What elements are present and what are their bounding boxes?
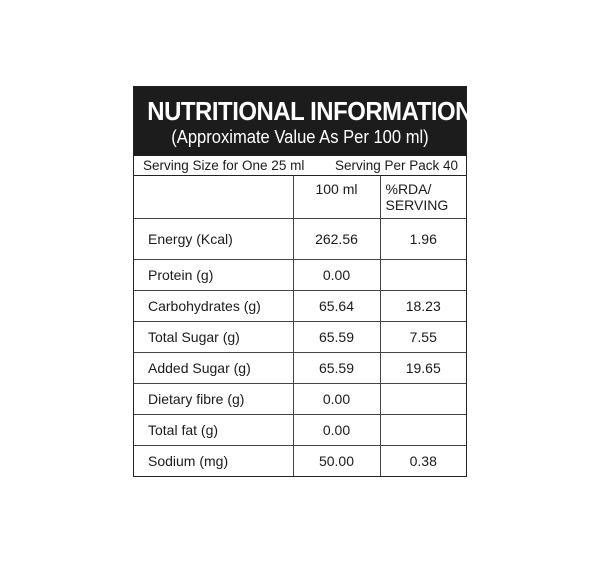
- nutrient-value: 262.56: [293, 218, 380, 259]
- nutrition-label: [133, 86, 472, 477]
- per-100ml-column-header: 100 ml: [293, 176, 380, 218]
- nutrient-rda: 7.55: [380, 321, 466, 352]
- nutrient-name: Dietary fibre (g): [134, 383, 293, 414]
- label-title: NUTRITIONAL INFORMATION: [147, 96, 472, 126]
- table-row: [134, 445, 466, 476]
- nutrient-rda: 19.65: [380, 352, 466, 383]
- label-header: [134, 87, 472, 156]
- table-row: [134, 218, 466, 259]
- nutrition-table: [134, 176, 466, 476]
- table-row: [134, 383, 466, 414]
- rda-column-header: [380, 176, 466, 218]
- nutrient-value: 0.00: [293, 414, 380, 445]
- table-row: [134, 352, 466, 383]
- nutrient-rda: 1.96: [380, 218, 466, 259]
- nutrient-value: 0.00: [293, 383, 380, 414]
- table-row: [134, 259, 466, 290]
- label-subtitle: (Approximate Value As Per 100 ml): [171, 127, 429, 147]
- nutrient-name: Total Sugar (g): [134, 321, 293, 352]
- servings-per-pack: Serving Per Pack 40: [334, 158, 458, 173]
- nutrient-name: Protein (g): [134, 259, 293, 290]
- table-row: [134, 290, 466, 321]
- nutrient-rda: [380, 414, 466, 445]
- rda-header-line1: %RDA/: [385, 181, 432, 197]
- serving-size: Serving Size for One 25 ml: [143, 158, 305, 173]
- table-row: [134, 414, 466, 445]
- table-row: [134, 321, 466, 352]
- rda-header-line2: SERVING: [385, 197, 449, 213]
- nutrient-rda: 18.23: [380, 290, 466, 321]
- table-header-row: [134, 176, 466, 218]
- nutrient-rda: 0.38: [409, 452, 437, 469]
- nutrient-value: 65.59: [293, 321, 380, 352]
- nutrient-name: Total fat (g): [134, 414, 293, 445]
- nutrient-value: 65.59: [293, 352, 380, 383]
- nutrient-name: Sodium (mg): [134, 445, 293, 476]
- nutrient-name: Energy (Kcal): [134, 218, 293, 259]
- nutrient-value: 65.64: [293, 290, 380, 321]
- nutrient-column-header: [134, 176, 293, 218]
- nutrient-rda: [380, 383, 466, 414]
- serving-info: [134, 156, 466, 176]
- nutrient-value: 0.00: [293, 259, 380, 290]
- nutrient-name: Carbohydrates (g): [134, 290, 293, 321]
- nutrient-name: Added Sugar (g): [134, 352, 293, 383]
- nutrient-rda: [380, 259, 466, 290]
- nutrient-value: 50.00: [293, 445, 380, 476]
